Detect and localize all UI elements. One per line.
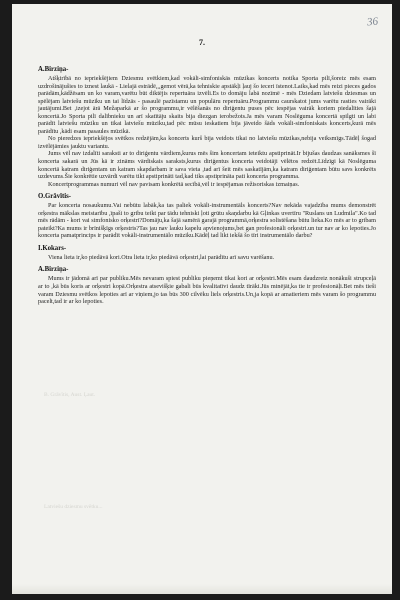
page-bottom-shadow [12,584,392,594]
speaker-name: A.Birziņa- [38,66,69,73]
bleed-through-text: B. Grāvītis, Aust. Ļaut. [44,392,96,398]
speaker-name: O.Grāvītis- [38,193,72,201]
paragraph: Koncertprogrammas numuri vēl nav pavisam konkrētā secībā,vēl ir iespējamas režisoriskas izmaiņas. [48,180,300,188]
document-page [12,4,392,594]
speaker-block [38,66,376,188]
speaker-block [38,193,376,240]
speaker-name: I.Kokars- [38,244,67,252]
page-number: 7. [199,38,205,47]
paragraph: Par koncerta nosaukumu.Vai nebūtu labāk,ka tas paliek vokāli-instrumentāls koncerts?Nav nekāda vajadzība mums demonstrēt orķestra mākslas meistarību ,īpaši to gribu teikt par tādu tehniski ļoti grūtu skaņdarbu kā Gļinkas uvertīru "Ruslans un Ludmila".Ko tad mēs rādām - kori vai simfonisko orķestri?Domāju,ka šajā samērā garajā programmā,orķestra solistēšana būtu lieka.Ko mēs ar to gribam pateikt?Ka mums ir brīnišķīgs orķestris?Tas jau nav lauku kapelu apvienojums,bet gan profesionāli orķestri.un tur nav ar ko lepoties.Jo koncerta pamatprincips ir parādīt vokāli-instrumentālo mūziku.Kādēļ tad likt iekšā šo tīri instrumentālo darbu? [38,202,376,240]
bleed-through-text: Latviešu dziesmu svētku... [44,504,103,510]
paragraph: Jums vēl nav izdalīti saraksti ar to diriģentu vārdiem,kurus mēs šim koncertam ieteiktu apstiprināt.Ir bijušas daudzas sanāksmes šī koncerta sakarā un Jūs kā ir zināms vārdiskais saraksts,kurus diriģentus koncerta veidotāji vēlētos redzēt.Līdzīgi kā Noslēguma koncertā katram diriģentam un katram skapdarbam ir sava vieta ,tad arī šeit mēs saskatījām,ka katram diriģentam būtu savs konkrēts uzdevums.Šie konkrētie uzvārdi varētu tikt apstiprināti tad,kad tiks apstiprināta pati koncerta programma. [38,150,376,181]
paragraph: Viena lieta ir,ko piedāvā kori.Otra lieta ir,ko piedāvā orķestri,lai parādītu arī savu varēšanu. [48,253,275,261]
paragraph: Atšķirībā no iepriekšējiem Dziesmu svētkiem,kad vokāli-simfoniskās mūzikas koncerts notika Sporta pilī,šoreiz mēs esam uzdrošinājušies to iznest laukā - Lielajā estrādē,,,gemot vērā,ka tehniskie apstākļi ļauj šo ieceri īstenot.Laiks,kad mēs reizi pieces gados parādām,kādžēsam un ko varam,varētu būt diktējis repertuāra izvēli.Es to domāju labā nozīmē - mēs Dziedam latviešu dziesmas un spēlējam latviešu mūziku un tai līdzās - pasaulē pazīstamu un populāru repertuāru.Programmu caurskatot jums varētu rasties vairāki jautājumi.Bet ,izejot ārā Mežaparkā ar šo programmu,ir vēlēšanās no diriģentu puses pēc iespējas vairāk koriem piedalīties šajā koncertā.Jo Sporta pilī dalībnieku un arī skatītāju skaits bija diezgan ierobežots.Ja mēs varam Noslēguma koncertā spilgti un labi parādīt latviešu mūziku un tikai latviešu mūziku,tad pēc mūsu ieskatiem bija jāveido šāds vokāli-simfoniskais koncerts,kurā mēs parādītu ,kādi esam pasaules mūzikā. [38,75,376,135]
transcript-body [38,66,376,311]
handwritten-folio-number: 36 [366,15,379,29]
speaker-block [38,266,376,305]
speaker-block [38,245,376,262]
speaker-name: A.Birziņa- [38,266,69,274]
paragraph: Mums ir jādomā arī par publiku.Mēs nevaram spiest publiku pieņemt tikai kori ar orķestri.Mēs esam daudzreiz nonākuši strupceļā ar to ,kā būs koris ar orķestri kopā.Orķestra atsevišķie gabali būs kvalitatīvi daudz tīrāki.Jūs minējāt,ka tie ir profesionāļi.Bet mēs tieši varam Dziesmu svētkos lepoties arī ar viņiem,jo tas būs 300 cilvēku liels orķestris.Un,ja kopā ar amatieriem mēs varam šo programmu pacelt,tad ir ar ko lepoties. [38,275,376,306]
paragraph: No pieredzes iepriekšējos svētkos redzējām,ka koncerts kurš bija veidots tikai no latviešu mūzikas,nebija veiksmīgs.Tādēļ šogad izvēlējāmies jauktu variantu. [38,135,376,150]
